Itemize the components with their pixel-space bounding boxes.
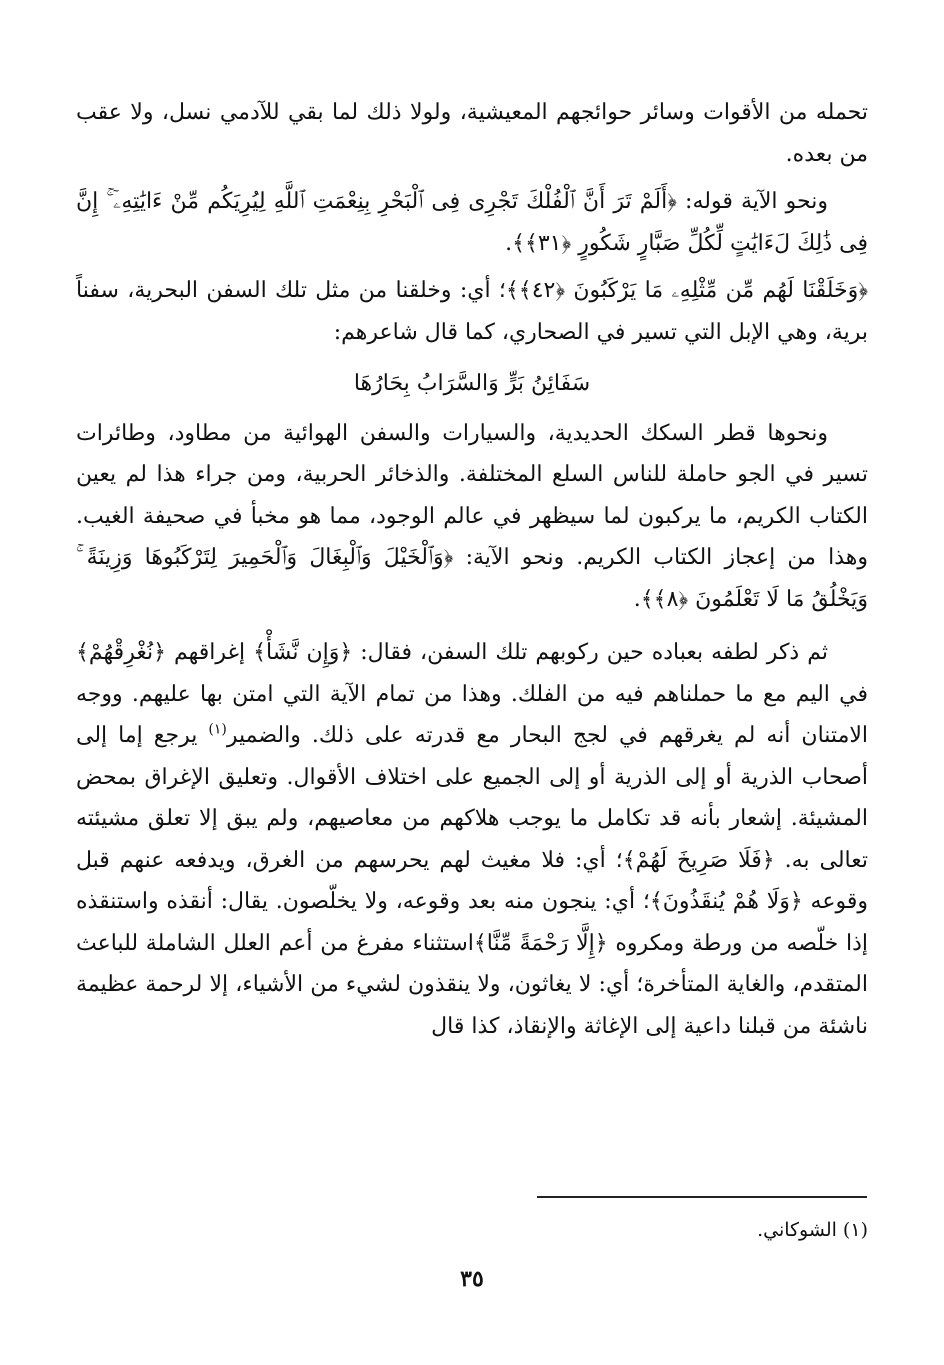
footnote: (١) الشوكاني. bbox=[757, 1219, 868, 1241]
footnote-marker: (١) bbox=[208, 721, 227, 738]
paragraph-2-quran-verse: ونحو الآية قوله: ﴿أَلَمْ تَرَ أَنَّ ٱلْفُلْكَ تَجْرِى فِى ٱلْبَحْرِ بِنِعْمَتِ ٱللَّهِ لِيُرِيَكُم مِّنْ ءَايَٰتِهِۦٓ ۚ إِنَّ فِى ذَٰلِكَ لَءَايَٰتٍ لِّكُلِّ صَبَّارٍ شَكُورٍ ﴿٣١﴾﴾. bbox=[76, 189, 868, 256]
paragraph-3: ﴿وَخَلَقْنَا لَهُم مِّن مِّثْلِهِۦ مَا يَرْكَبُونَ ﴿٤٢﴾﴾؛ أي: وخلقنا من مثل تلك السفن البحرية، سفناً برية، وهي الإبل التي تسير في الصحاري، كما قال شاعرهم: bbox=[76, 278, 868, 345]
page-body bbox=[76, 92, 868, 1047]
page-number: ٣٥ bbox=[460, 1266, 484, 1292]
paragraph-5-text-a: ثم ذكر لطفه بعباده حين ركوبهم تلك السفن، فقال: ﴿وَإِن نَّشَأْ﴾ إغراقهم ﴿نُغْرِقْهُمْ﴾ في اليم مع ما حملناهم فيه من الفلك. وهذا من تمام الآية التي امتن بها عليهم. ووجه الامتنان أنه لم يغرقهم في لجج البحار مع قدرته على ذلك. والضمير bbox=[76, 640, 869, 748]
footnote-separator bbox=[537, 1196, 867, 1198]
paragraph-5-text-b: يرجع إما إلى أصحاب الذرية أو إلى الذرية أو إلى الجميع على اختلاف الأقوال. وتعليق الإغراق بمحض المشيئة. إشعار بأنه قد تكامل ما يوجب هلاكهم من معاصيهم، ولم يبق إلا تعلق مشيئته تعالى به. ﴿فَلَا صَرِيخَ لَهُمْ﴾؛ أي: فلا مغيث لهم يحرسهم من الغرق، ويدفعه عنهم قبل وقوعه ﴿وَلَا هُمْ يُنقَذُونَ﴾؛ أي: ينجون منه بعد وقوعه، ولا يخلّصون. يقال: أنقذه واستنقذه إذا خلّصه من ورطة ومكروه ﴿إِلَّا رَحْمَةً مِّنَّا﴾استثناء مفرغ من أعم العلل الشاملة للباعث المتقدم، والغاية المتأخرة؛ أي: لا يغاثون، ولا ينقذون لشيء من الأشياء، إلا لرحمة عظيمة ناشئة من قبلنا داعية إلى الإغاثة والإنقاذ، كذا قال bbox=[76, 723, 868, 1039]
paragraph-4: ونحوها قطر السكك الحديدية، والسيارات والسفن الهوائية من مطاود، وطائرات تسير في الجو حاملة للناس السلع المختلفة. والذخائر الحربية، ومن جراء هذا لم يعين الكتاب الكريم، ما يركبون لما سيظهر في عالم الوجود، مما هو مخبأ في صحيفة الغيب. وهذا من إعجاز الكتاب الكريم. ونحو الآية: ﴿وَٱلْخَيْلَ وَٱلْبِغَالَ وَٱلْحَمِيرَ لِتَرْكَبُوهَا وَزِينَةً ۚ وَيَخْلُقُ مَا لَا تَعْلَمُونَ ﴿٨﴾﴾. bbox=[76, 420, 868, 612]
paragraph-1: تحمله من الأقوات وسائر حوائجهم المعيشية، ولولا ذلك لما بقي للآدمي نسل، ولا عقب من بعده. bbox=[76, 100, 868, 167]
paragraph-5 bbox=[76, 632, 868, 1047]
poetry-verse: سَفَائِنُ بَرٍّ وَالسَّرَابُ بِحَارُهَا bbox=[353, 371, 591, 396]
